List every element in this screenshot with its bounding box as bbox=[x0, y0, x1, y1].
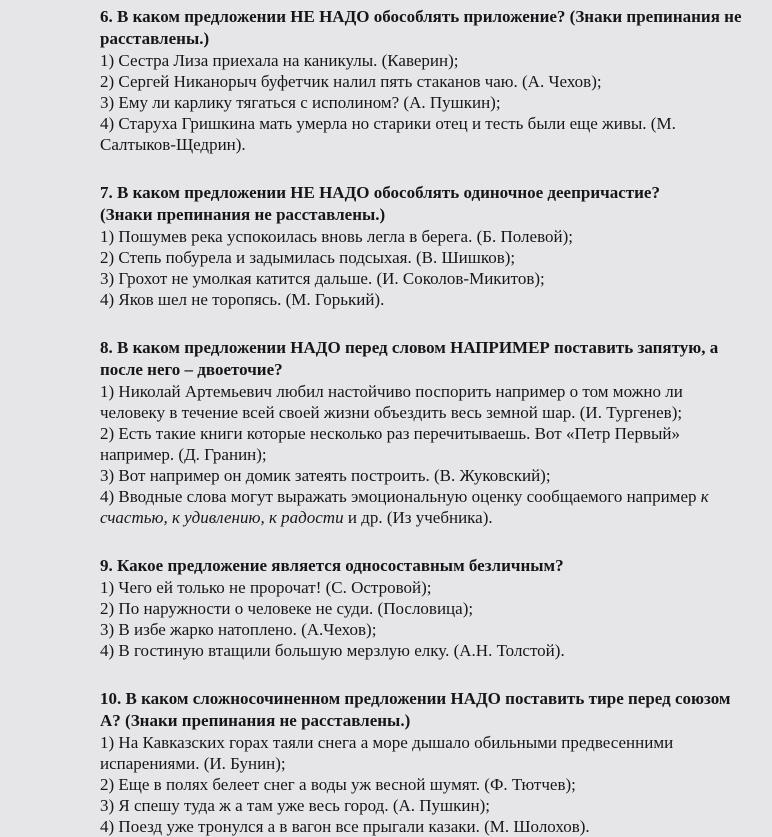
answer-option: 1) На Кавказских горах таяли снега а море дышало обильными предвесенними испарениями. (И. Бунин); bbox=[100, 733, 674, 773]
answer-option: 3) В избе жарко натоплено. (А.Чехов); bbox=[100, 620, 377, 639]
answer-option bbox=[100, 486, 750, 528]
answer-option: 4) Старуха Гришкина мать умерла но старики отец и тесть были еще живы. (М. Салтыков-Щедрин). bbox=[100, 114, 676, 154]
answer-option: 3) Ему ли карлику тягаться с исполином? (А. Пушкин); bbox=[100, 93, 501, 112]
answer-option: 2) Есть такие книги которые несколько раз перечитываешь. Вот «Петр Первый» например. (Д. Гранин); bbox=[100, 424, 681, 464]
answer-option: 2) Сергей Никанорыч буфетчик налил пять стаканов чаю. (А. Чехов); bbox=[100, 72, 602, 91]
question-title: 8. В каком предложении НАДО перед словом НАПРИМЕР поставить запятую, а после него – двоеточие? bbox=[100, 338, 719, 379]
answer-option: 1) Сестра Лиза приехала на каникулы. (Каверин); bbox=[100, 51, 459, 70]
answer-option: 3) Я спешу туда ж а там уже весь город. (А. Пушкин); bbox=[100, 796, 490, 815]
question-8 bbox=[100, 337, 750, 528]
question-6 bbox=[100, 6, 750, 155]
question-9 bbox=[100, 555, 750, 661]
question-title: 6. В каком предложении НЕ НАДО обособлять приложение? (Знаки препинания не расставлены.) bbox=[100, 7, 742, 48]
option-text-start: 4) Вводные слова могут выражать эмоциональную оценку сообщаемого например bbox=[100, 487, 701, 506]
answer-option: 1) Пошумев река успокоилась вновь легла в берега. (Б. Полевой); bbox=[100, 227, 573, 246]
question-title: 7. В каком предложении НЕ НАДО обособлять одиночное деепричастие? bbox=[100, 183, 660, 202]
question-title: 9. Какое предложение является односоставным безличным? bbox=[100, 556, 564, 575]
answer-option: 2) Степь побурела и задымилась подсыхая. (В. Шишков); bbox=[100, 248, 516, 267]
answer-option: 4) Яков шел не торопясь. (М. Горький). bbox=[100, 290, 385, 309]
answer-option: 2) По наружности о человеке не суди. (Пословица); bbox=[100, 599, 474, 618]
answer-option: 1) Николай Артемьевич любил настойчиво поспорить например о том можно ли человеку в течение всей своей жизни объездить весь земной шар. (И. Тургенев); bbox=[100, 382, 683, 422]
question-10 bbox=[100, 688, 750, 837]
question-note: (Знаки препинания не расставлены.) bbox=[100, 205, 386, 224]
answer-option: 1) Чего ей только не пророчат! (С. Островой); bbox=[100, 578, 432, 597]
answer-option: 3) Вот например он домик затеять построить. (В. Жуковский); bbox=[100, 466, 551, 485]
option-text-end: и др. (Из учебника). bbox=[343, 508, 493, 527]
answer-option: 2) Еще в полях белеет снег а воды уж весной шумят. (Ф. Тютчев); bbox=[100, 775, 576, 794]
question-7 bbox=[100, 182, 750, 310]
question-title: 10. В каком сложносочиненном предложении НАДО поставить тире перед союзом А? (Знаки препинания не расставлены.) bbox=[100, 689, 731, 730]
answer-option: 4) В гостиную втащили большую мерзлую елку. (А.Н. Толстой). bbox=[100, 641, 565, 660]
option-text-italic: к счастью, к удивлению, к радости bbox=[100, 487, 709, 527]
answer-option: 4) Поезд уже тронулся а в вагон все прыгали казаки. (М. Шолохов). bbox=[100, 817, 590, 836]
answer-option: 3) Грохот не умолкая катится дальше. (И. Соколов-Микитов); bbox=[100, 269, 545, 288]
